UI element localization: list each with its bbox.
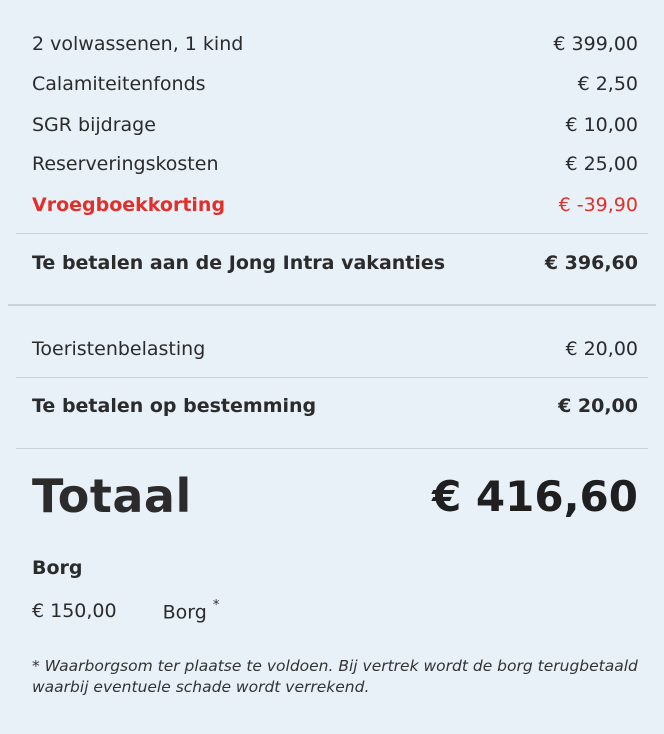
subtotal-label: Te betalen aan de Jong Intra vakanties bbox=[32, 252, 446, 274]
deposit-note: * Waarborgsom ter plaatse te voldoen. Bij vertrek wordt de borg terugbetaald waarbij eventuele schade wordt verrekend. bbox=[32, 657, 638, 696]
price-line-travelers bbox=[32, 32, 638, 56]
price-line-tourist-tax bbox=[32, 337, 638, 361]
subtotal-operator bbox=[32, 251, 638, 275]
price-line-amount: € 399,00 bbox=[553, 33, 638, 55]
price-line-label: Toeristenbelasting bbox=[32, 338, 206, 360]
section-divider bbox=[8, 304, 656, 306]
price-line-label: Reserveringskosten bbox=[32, 153, 219, 175]
deposit-amount: € 150,00 bbox=[32, 600, 117, 622]
price-line-amount: € 20,00 bbox=[565, 338, 638, 360]
price-line-amount: € 10,00 bbox=[565, 114, 638, 136]
discount-label: Vroegboekkorting bbox=[32, 194, 226, 216]
deposit-row bbox=[32, 600, 219, 623]
total-amount: € 416,60 bbox=[432, 471, 638, 521]
price-line-booking-fee bbox=[32, 152, 638, 176]
price-line-early-booking-discount bbox=[32, 193, 638, 217]
deposit-label bbox=[163, 600, 220, 623]
divider bbox=[16, 233, 648, 234]
price-line-label: Calamiteitenfonds bbox=[32, 73, 206, 95]
price-line-amount: € 2,50 bbox=[577, 73, 638, 95]
price-line-calamity-fund bbox=[32, 72, 638, 96]
divider bbox=[16, 377, 648, 378]
total-row bbox=[32, 468, 638, 524]
subtotal-destination bbox=[32, 394, 638, 418]
footnote-mark: * bbox=[212, 598, 220, 613]
discount-amount: € -39,90 bbox=[558, 194, 638, 216]
deposit-label-text: Borg bbox=[162, 601, 207, 624]
subtotal-amount: € 20,00 bbox=[558, 395, 638, 417]
deposit-title: Borg bbox=[32, 557, 83, 579]
price-line-label: SGR bijdrage bbox=[32, 114, 156, 136]
divider bbox=[16, 448, 648, 449]
subtotal-label: Te betalen op bestemming bbox=[32, 395, 317, 417]
price-line-sgr bbox=[32, 113, 638, 137]
price-line-amount: € 25,00 bbox=[565, 153, 638, 175]
subtotal-amount: € 396,60 bbox=[544, 252, 638, 274]
total-label: Totaal bbox=[32, 469, 192, 523]
price-line-label: 2 volwassenen, 1 kind bbox=[32, 33, 244, 55]
